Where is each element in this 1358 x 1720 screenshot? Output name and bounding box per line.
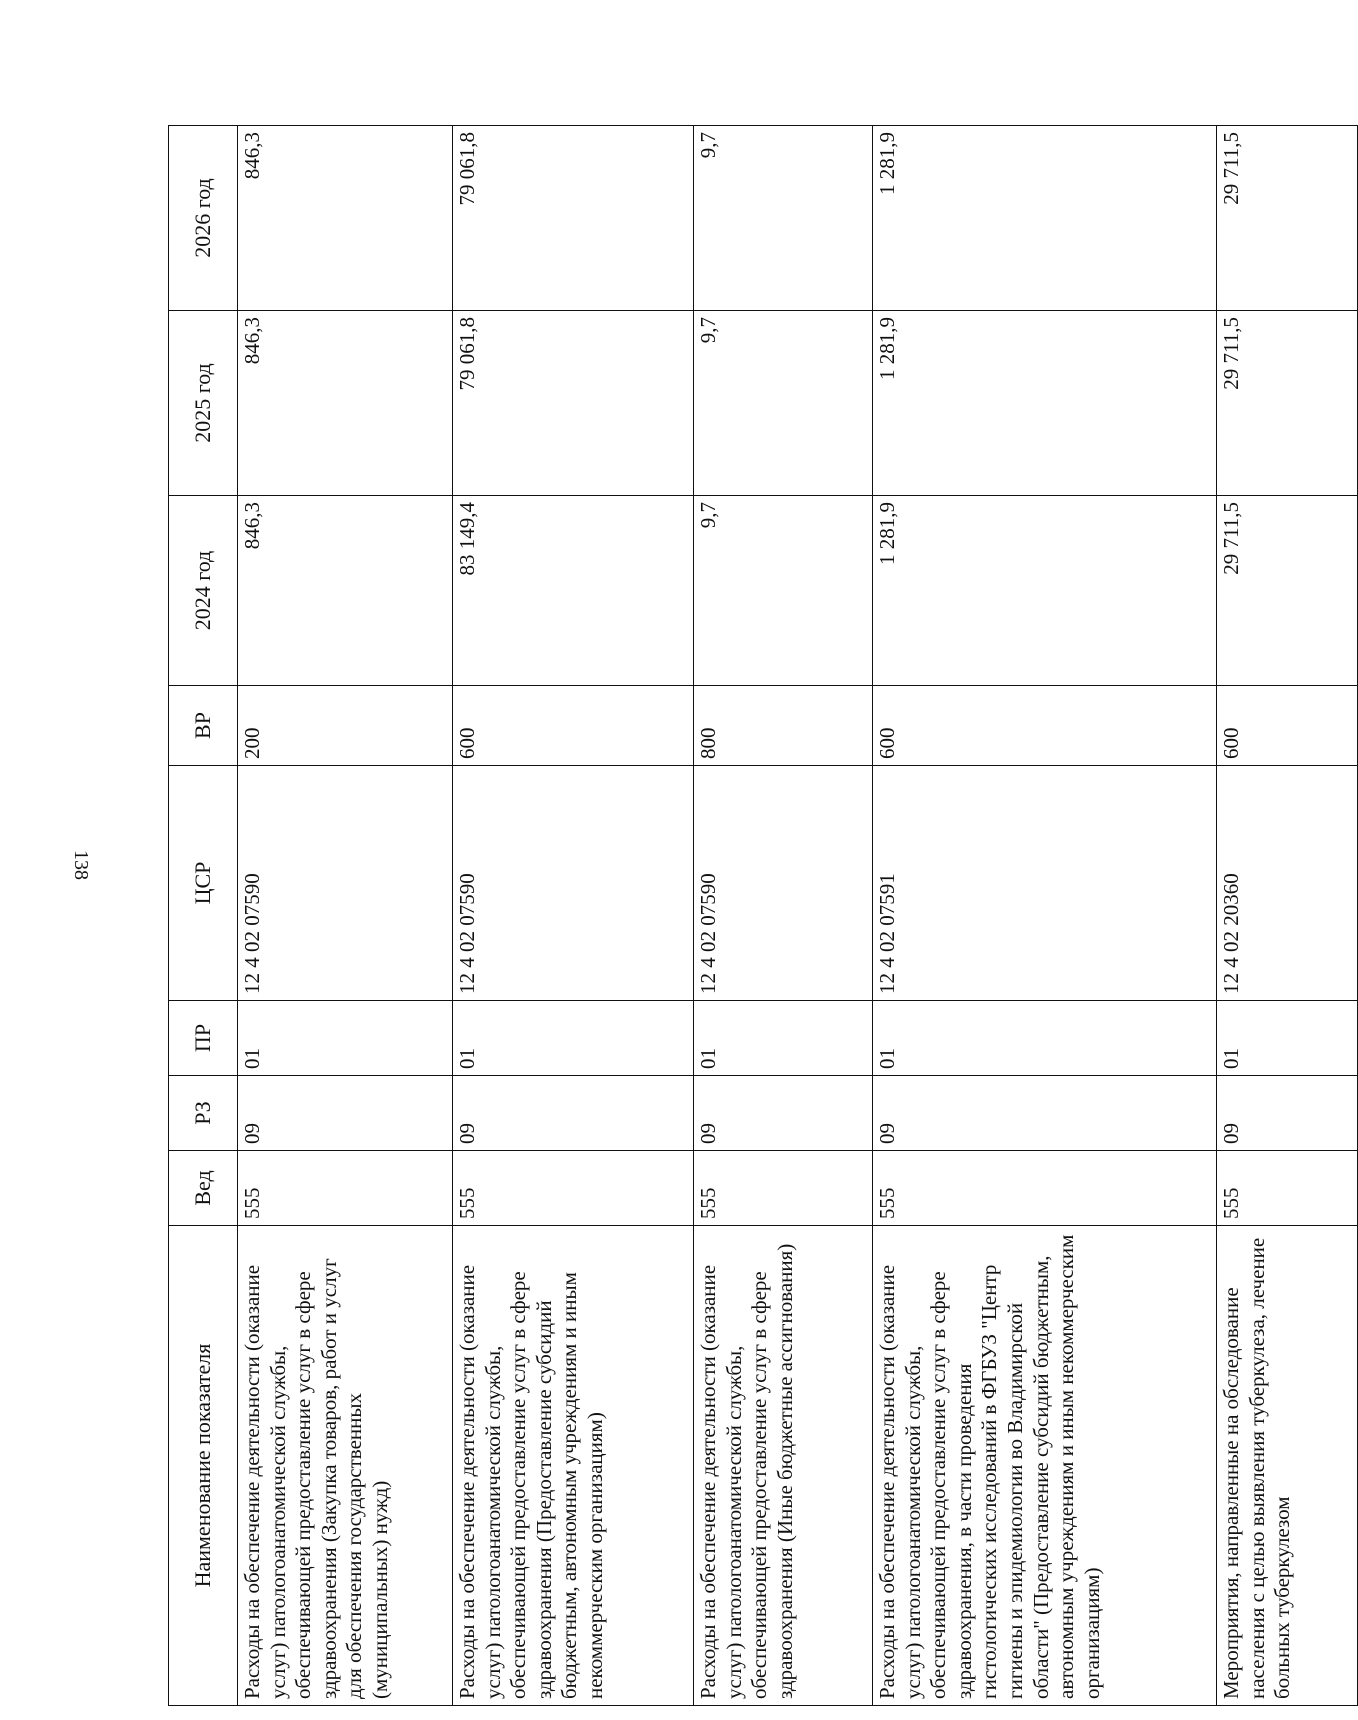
page-number: 138 bbox=[70, 850, 92, 880]
cell-name: Расходы на обеспечение деятельности (оказание услуг) патологоанатомической службы, обеспечивающей предоставление услуг в сфере здравоохранения (Предоставление субсидий бюджетным, автономным учреждениям и иным некоммерческим организациям) bbox=[452, 1226, 693, 1706]
cell-2024: 1 281,9 bbox=[872, 496, 1216, 686]
cell-pr: 01 bbox=[452, 1001, 693, 1076]
cell-rz: 09 bbox=[452, 1076, 693, 1151]
cell-name: Расходы на обеспечение деятельности (оказание услуг) патологоанатомической службы, обеспечивающей предоставление услуг в сфере здравоохранения (Иные бюджетные ассигнования) bbox=[694, 1226, 873, 1706]
cell-pr: 01 bbox=[238, 1001, 453, 1076]
cell-2026: 79 061,8 bbox=[452, 126, 693, 311]
cell-ved: 555 bbox=[238, 1151, 453, 1226]
cell-csr: 12 4 02 07590 bbox=[694, 766, 873, 1001]
cell-2026: 1 281,9 bbox=[872, 126, 1216, 311]
header-2025: 2025 год bbox=[169, 311, 238, 496]
cell-2024: 846,3 bbox=[238, 496, 453, 686]
cell-2026: 846,3 bbox=[238, 126, 453, 311]
cell-2025: 9,7 bbox=[694, 311, 873, 496]
cell-name: Расходы на обеспечение деятельности (оказание услуг) патологоанатомической службы, обеспечивающей предоставление услуг в сфере здравоохранения (Закупка товаров, работ и услуг для обеспечения государственных (муниципальных) нужд) bbox=[238, 1226, 453, 1706]
cell-csr: 12 4 02 20360 bbox=[1217, 766, 1358, 1001]
cell-2024: 9,7 bbox=[694, 496, 873, 686]
cell-2024: 83 149,4 bbox=[452, 496, 693, 686]
cell-vr: 600 bbox=[1217, 686, 1358, 766]
cell-2024: 29 711,5 bbox=[1217, 496, 1358, 686]
header-ved: Вед bbox=[169, 1151, 238, 1226]
table-row bbox=[452, 126, 693, 1706]
cell-pr: 01 bbox=[1217, 1001, 1358, 1076]
rotated-page-content bbox=[168, 126, 1358, 1706]
cell-csr: 12 4 02 07590 bbox=[452, 766, 693, 1001]
cell-rz: 09 bbox=[694, 1076, 873, 1151]
cell-ved: 555 bbox=[452, 1151, 693, 1226]
cell-2026: 29 711,5 bbox=[1217, 126, 1358, 311]
header-name: Наименование показателя bbox=[169, 1226, 238, 1706]
cell-pr: 01 bbox=[872, 1001, 1216, 1076]
header-csr: ЦСР bbox=[169, 766, 238, 1001]
cell-rz: 09 bbox=[872, 1076, 1216, 1151]
cell-rz: 09 bbox=[238, 1076, 453, 1151]
header-2024: 2024 год bbox=[169, 496, 238, 686]
cell-name: Расходы на обеспечение деятельности (оказание услуг) патологоанатомической службы, обеспечивающей предоставление услуг в сфере здравоохранения, в части проведения гистологических исследований в ФГБУЗ "Центр гигиены и эпидемиологии во Владимирской области" (Предоставление субсидий бюджетным, автономным учреждениям и иным некоммерческим организациям) bbox=[872, 1226, 1216, 1706]
cell-2025: 29 711,5 bbox=[1217, 311, 1358, 496]
table-row bbox=[694, 126, 873, 1706]
cell-2026: 9,7 bbox=[694, 126, 873, 311]
cell-vr: 600 bbox=[452, 686, 693, 766]
cell-ved: 555 bbox=[872, 1151, 1216, 1226]
cell-vr: 200 bbox=[238, 686, 453, 766]
cell-ved: 555 bbox=[1217, 1151, 1358, 1226]
table-header-row bbox=[169, 126, 238, 1706]
table-row bbox=[872, 126, 1216, 1706]
cell-csr: 12 4 02 07591 bbox=[872, 766, 1216, 1001]
cell-2025: 846,3 bbox=[238, 311, 453, 496]
cell-rz: 09 bbox=[1217, 1076, 1358, 1151]
header-vr: ВР bbox=[169, 686, 238, 766]
table-row bbox=[1217, 126, 1358, 1706]
header-pr: ПР bbox=[169, 1001, 238, 1076]
cell-vr: 600 bbox=[872, 686, 1216, 766]
header-2026: 2026 год bbox=[169, 126, 238, 311]
cell-vr: 800 bbox=[694, 686, 873, 766]
cell-csr: 12 4 02 07590 bbox=[238, 766, 453, 1001]
cell-name: Мероприятия, направленные на обследование населения с целью выявления туберкулеза, лечение больных туберкулезом bbox=[1217, 1226, 1358, 1706]
cell-2025: 1 281,9 bbox=[872, 311, 1216, 496]
cell-ved: 555 bbox=[694, 1151, 873, 1226]
budget-table bbox=[168, 125, 1358, 1706]
header-rz: РЗ bbox=[169, 1076, 238, 1151]
cell-2025: 79 061,8 bbox=[452, 311, 693, 496]
table-row bbox=[238, 126, 453, 1706]
cell-pr: 01 bbox=[694, 1001, 873, 1076]
